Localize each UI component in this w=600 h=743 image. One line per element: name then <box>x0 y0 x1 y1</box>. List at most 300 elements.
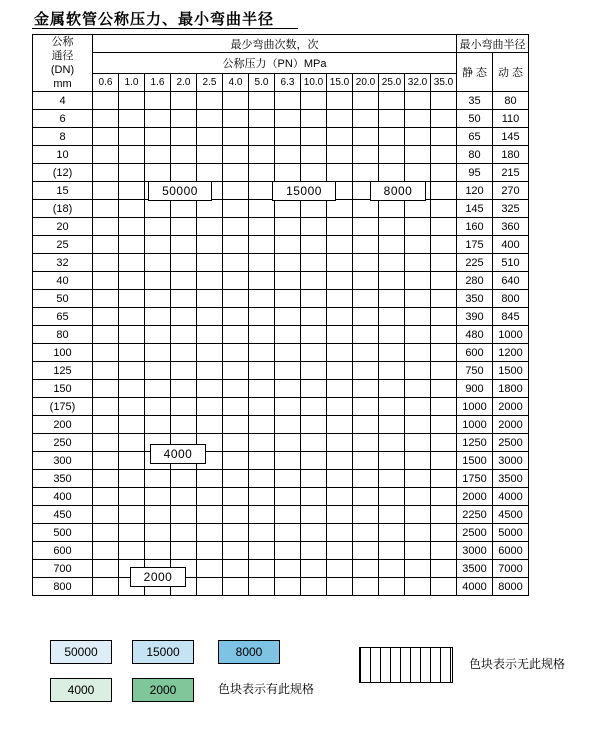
spec-cell <box>431 488 457 506</box>
spec-cell <box>93 128 119 146</box>
spec-cell <box>431 506 457 524</box>
static-radius-value: 350 <box>457 290 493 308</box>
spec-cell <box>145 290 171 308</box>
spec-cell <box>171 128 197 146</box>
spec-cell <box>93 488 119 506</box>
spec-cell <box>275 362 301 380</box>
spec-cell <box>249 128 275 146</box>
spec-cell <box>327 128 353 146</box>
spec-cell <box>301 362 327 380</box>
dynamic-radius-value: 80 <box>493 92 529 110</box>
spec-cell <box>327 488 353 506</box>
value-tag-2000: 2000 <box>130 567 186 587</box>
spec-cell <box>327 92 353 110</box>
spec-cell <box>171 272 197 290</box>
spec-cell <box>275 578 301 596</box>
legend-swatch-2000: 2000 <box>132 678 194 702</box>
spec-cell <box>93 254 119 272</box>
spec-cell <box>275 506 301 524</box>
spec-cell <box>119 524 145 542</box>
spec-cell <box>171 236 197 254</box>
spec-cell <box>327 506 353 524</box>
table-row <box>33 506 529 524</box>
legend-swatch-15000: 15000 <box>132 640 194 664</box>
spec-cell <box>431 110 457 128</box>
spec-cell <box>171 200 197 218</box>
spec-cell <box>197 326 223 344</box>
spec-cell <box>327 398 353 416</box>
spec-cell <box>93 146 119 164</box>
spec-cell <box>275 452 301 470</box>
spec-cell <box>249 146 275 164</box>
spec-cell <box>379 272 405 290</box>
table-row <box>33 434 529 452</box>
spec-cell <box>249 164 275 182</box>
spec-cell <box>223 236 249 254</box>
spec-cell <box>119 236 145 254</box>
spec-cell <box>171 380 197 398</box>
table-row <box>33 254 529 272</box>
static-radius-value: 3000 <box>457 542 493 560</box>
spec-cell <box>93 290 119 308</box>
spec-cell <box>93 326 119 344</box>
pressure-value-2: 1.6 <box>145 74 171 92</box>
pressure-value-8: 10.0 <box>301 74 327 92</box>
spec-cell <box>431 398 457 416</box>
spec-cell <box>197 218 223 236</box>
spec-cell <box>379 362 405 380</box>
spec-cell <box>171 308 197 326</box>
spec-cell <box>93 560 119 578</box>
spec-cell <box>275 128 301 146</box>
spec-cell <box>197 308 223 326</box>
spec-cell <box>275 218 301 236</box>
spec-cell <box>379 236 405 254</box>
spec-cell <box>249 578 275 596</box>
spec-cell <box>119 452 145 470</box>
spec-cell <box>379 506 405 524</box>
spec-cell <box>223 380 249 398</box>
spec-cell <box>145 92 171 110</box>
spec-cell <box>197 578 223 596</box>
dynamic-radius-value: 180 <box>493 146 529 164</box>
spec-cell <box>353 452 379 470</box>
spec-cell <box>249 488 275 506</box>
spec-cell <box>301 272 327 290</box>
dynamic-radius-value: 400 <box>493 236 529 254</box>
spec-cell <box>119 380 145 398</box>
spec-cell <box>223 344 249 362</box>
spec-cell <box>249 506 275 524</box>
spec-cell <box>431 434 457 452</box>
spec-cell <box>379 128 405 146</box>
static-radius-value: 2000 <box>457 488 493 506</box>
pressure-value-11: 25.0 <box>379 74 405 92</box>
spec-cell <box>275 560 301 578</box>
spec-cell <box>171 344 197 362</box>
spec-cell <box>93 398 119 416</box>
pressure-value-3: 2.0 <box>171 74 197 92</box>
spec-cell <box>249 236 275 254</box>
spec-cell <box>327 344 353 362</box>
spec-cell <box>405 434 431 452</box>
spec-cell <box>171 146 197 164</box>
spec-cell <box>353 560 379 578</box>
dynamic-radius-value: 3500 <box>493 470 529 488</box>
static-radius-value: 4000 <box>457 578 493 596</box>
spec-cell <box>275 326 301 344</box>
spec-cell <box>249 560 275 578</box>
dn-header-line-3: mm <box>53 78 72 90</box>
spec-cell <box>249 344 275 362</box>
spec-cell <box>171 326 197 344</box>
spec-cell <box>197 380 223 398</box>
spec-cell <box>119 272 145 290</box>
spec-cell <box>223 326 249 344</box>
spec-cell <box>301 308 327 326</box>
dynamic-radius-value: 6000 <box>493 542 529 560</box>
spec-cell <box>249 182 275 200</box>
dn-value: (18) <box>33 200 93 218</box>
static-radius-value: 2500 <box>457 524 493 542</box>
spec-cell <box>171 506 197 524</box>
static-radius-value: 35 <box>457 92 493 110</box>
spec-cell <box>405 380 431 398</box>
spec-cell <box>93 542 119 560</box>
spec-cell <box>301 344 327 362</box>
spec-cell <box>275 164 301 182</box>
spec-cell <box>275 542 301 560</box>
min-radius-header: 最小弯曲半径 <box>457 35 529 53</box>
spec-cell <box>93 416 119 434</box>
spec-cell <box>327 524 353 542</box>
spec-cell <box>379 488 405 506</box>
spec-cell <box>405 236 431 254</box>
dn-value: 50 <box>33 290 93 308</box>
spec-cell <box>93 362 119 380</box>
spec-cell <box>223 434 249 452</box>
spec-cell <box>197 272 223 290</box>
static-radius-value: 225 <box>457 254 493 272</box>
spec-cell <box>405 290 431 308</box>
spec-cell <box>431 308 457 326</box>
dn-value: 10 <box>33 146 93 164</box>
spec-cell <box>353 200 379 218</box>
spec-cell <box>353 254 379 272</box>
spec-cell <box>431 218 457 236</box>
value-tag-4000: 4000 <box>150 444 206 464</box>
spec-cell <box>301 416 327 434</box>
spec-cell <box>119 398 145 416</box>
spec-cell <box>249 326 275 344</box>
spec-cell <box>301 488 327 506</box>
spec-cell <box>145 470 171 488</box>
static-radius-value: 1250 <box>457 434 493 452</box>
table-row <box>33 398 529 416</box>
spec-cell <box>327 110 353 128</box>
table-row <box>33 344 529 362</box>
spec-cell <box>353 434 379 452</box>
spec-cell <box>431 290 457 308</box>
spec-cell <box>275 254 301 272</box>
spec-cell <box>197 398 223 416</box>
spec-cell <box>171 524 197 542</box>
spec-cell <box>171 488 197 506</box>
spec-cell <box>223 506 249 524</box>
dn-value: 15 <box>33 182 93 200</box>
spec-cell <box>431 560 457 578</box>
dn-value: 65 <box>33 308 93 326</box>
spec-cell <box>353 236 379 254</box>
dynamic-radius-value: 270 <box>493 182 529 200</box>
static-radius-value: 65 <box>457 128 493 146</box>
dynamic-radius-value: 215 <box>493 164 529 182</box>
spec-cell <box>405 452 431 470</box>
spec-cell <box>145 524 171 542</box>
spec-cell <box>197 146 223 164</box>
spec-cell <box>145 344 171 362</box>
spec-cell <box>119 416 145 434</box>
dynamic-radius-value: 1000 <box>493 326 529 344</box>
spec-cell <box>405 578 431 596</box>
spec-cell <box>405 506 431 524</box>
dn-value: 125 <box>33 362 93 380</box>
pressure-value-5: 4.0 <box>223 74 249 92</box>
table-row <box>33 380 529 398</box>
dn-header <box>33 35 93 92</box>
table-row <box>33 146 529 164</box>
spec-cell <box>93 164 119 182</box>
spec-cell <box>431 542 457 560</box>
spec-cell <box>379 398 405 416</box>
spec-cell <box>275 308 301 326</box>
dn-value: 450 <box>33 506 93 524</box>
spec-cell <box>223 110 249 128</box>
spec-cell <box>93 452 119 470</box>
spec-cell <box>301 128 327 146</box>
spec-cell <box>249 200 275 218</box>
table-row <box>33 128 529 146</box>
spec-cell <box>431 146 457 164</box>
spec-cell <box>223 200 249 218</box>
spec-cell <box>431 92 457 110</box>
spec-cell <box>249 416 275 434</box>
spec-cell <box>249 254 275 272</box>
dynamic-radius-value: 3000 <box>493 452 529 470</box>
spec-cell <box>275 110 301 128</box>
spec-cell <box>301 452 327 470</box>
spec-cell <box>145 362 171 380</box>
spec-cell <box>223 362 249 380</box>
dn-value: 300 <box>33 452 93 470</box>
spec-cell <box>197 560 223 578</box>
pressure-value-9: 15.0 <box>327 74 353 92</box>
spec-cell <box>353 164 379 182</box>
spec-cell <box>223 164 249 182</box>
spec-cell <box>301 524 327 542</box>
spec-cell <box>327 434 353 452</box>
spec-cell <box>353 524 379 542</box>
spec-cell <box>145 398 171 416</box>
spec-cell <box>197 344 223 362</box>
spec-cell <box>353 146 379 164</box>
spec-cell <box>327 254 353 272</box>
spec-cell <box>379 470 405 488</box>
spec-cell <box>327 470 353 488</box>
spec-cell <box>93 200 119 218</box>
spec-cell <box>405 218 431 236</box>
spec-cell <box>171 362 197 380</box>
spec-cell <box>431 452 457 470</box>
spec-cell <box>405 488 431 506</box>
spec-cell <box>171 398 197 416</box>
spec-cell <box>93 236 119 254</box>
spec-table <box>32 34 529 596</box>
spec-cell <box>301 326 327 344</box>
spec-cell <box>353 290 379 308</box>
spec-cell <box>197 488 223 506</box>
spec-cell <box>197 92 223 110</box>
spec-cell <box>379 146 405 164</box>
spec-cell <box>405 542 431 560</box>
static-radius-value: 175 <box>457 236 493 254</box>
spec-cell <box>223 488 249 506</box>
spec-cell <box>431 254 457 272</box>
spec-cell <box>145 254 171 272</box>
spec-cell <box>145 506 171 524</box>
static-radius-value: 390 <box>457 308 493 326</box>
dn-value: 150 <box>33 380 93 398</box>
spec-cell <box>275 524 301 542</box>
dynamic-radius-value: 1800 <box>493 380 529 398</box>
spec-cell <box>249 470 275 488</box>
table-row <box>33 326 529 344</box>
spec-cell <box>197 506 223 524</box>
dynamic-radius-value: 4500 <box>493 506 529 524</box>
dynamic-radius-value: 325 <box>493 200 529 218</box>
pressure-value-4: 2.5 <box>197 74 223 92</box>
spec-cell <box>145 308 171 326</box>
spec-cell <box>249 92 275 110</box>
spec-cell <box>93 380 119 398</box>
dynamic-radius-value: 145 <box>493 128 529 146</box>
spec-cell <box>405 470 431 488</box>
spec-cell <box>327 452 353 470</box>
spec-cell <box>171 470 197 488</box>
spec-cell <box>301 146 327 164</box>
spec-cell <box>379 542 405 560</box>
dn-value: 100 <box>33 344 93 362</box>
spec-cell <box>145 380 171 398</box>
page-title: 金属软管公称压力、最小弯曲半径 <box>34 12 275 28</box>
static-radius-value: 280 <box>457 272 493 290</box>
table-row <box>33 452 529 470</box>
spec-cell <box>93 524 119 542</box>
table-row <box>33 578 529 596</box>
spec-cell <box>301 506 327 524</box>
spec-cell <box>353 416 379 434</box>
spec-cell <box>223 272 249 290</box>
spec-cell <box>119 218 145 236</box>
spec-cell <box>405 110 431 128</box>
spec-cell <box>119 110 145 128</box>
spec-cell <box>119 506 145 524</box>
spec-cell <box>353 506 379 524</box>
spec-cell <box>405 560 431 578</box>
spec-cell <box>301 434 327 452</box>
spec-cell <box>327 308 353 326</box>
spec-cell <box>275 290 301 308</box>
spec-cell <box>379 578 405 596</box>
spec-cell <box>379 218 405 236</box>
spec-cell <box>275 92 301 110</box>
spec-cell <box>197 236 223 254</box>
spec-cell <box>119 344 145 362</box>
spec-cell <box>327 578 353 596</box>
spec-cell <box>327 542 353 560</box>
spec-cell <box>93 92 119 110</box>
spec-cell <box>379 254 405 272</box>
spec-cell <box>171 164 197 182</box>
value-tag-50000: 50000 <box>148 181 212 201</box>
static-radius-value: 1750 <box>457 470 493 488</box>
spec-cell <box>301 254 327 272</box>
spec-cell <box>379 308 405 326</box>
dn-value: 400 <box>33 488 93 506</box>
spec-cell <box>171 110 197 128</box>
static-radius-value: 1500 <box>457 452 493 470</box>
dynamic-radius-value: 2500 <box>493 434 529 452</box>
table-row <box>33 416 529 434</box>
spec-cell <box>145 164 171 182</box>
spec-cell <box>223 308 249 326</box>
spec-cell <box>353 488 379 506</box>
spec-cell <box>93 506 119 524</box>
spec-cell <box>431 182 457 200</box>
spec-cell <box>301 398 327 416</box>
spec-cell <box>249 452 275 470</box>
spec-cell <box>353 344 379 362</box>
table-row <box>33 308 529 326</box>
spec-cell <box>327 416 353 434</box>
spec-cell <box>119 542 145 560</box>
legend-swatch-4000: 4000 <box>50 678 112 702</box>
spec-cell <box>405 254 431 272</box>
spec-cell <box>223 128 249 146</box>
spec-cell <box>301 92 327 110</box>
spec-cell <box>145 110 171 128</box>
table-row <box>33 470 529 488</box>
spec-cell <box>379 434 405 452</box>
spec-cell <box>145 218 171 236</box>
spec-cell <box>431 236 457 254</box>
spec-cell <box>327 560 353 578</box>
spec-cell <box>353 308 379 326</box>
spec-cell <box>327 362 353 380</box>
spec-cell <box>379 380 405 398</box>
spec-cell <box>119 470 145 488</box>
spec-cell <box>197 470 223 488</box>
pressure-value-6: 5.0 <box>249 74 275 92</box>
spec-cell <box>249 272 275 290</box>
spec-cell <box>275 488 301 506</box>
spec-cell <box>119 200 145 218</box>
legend-note-hatch: 色块表示无此规格 <box>469 657 566 671</box>
spec-cell <box>431 362 457 380</box>
spec-cell <box>249 380 275 398</box>
spec-cell <box>223 146 249 164</box>
spec-cell <box>301 470 327 488</box>
